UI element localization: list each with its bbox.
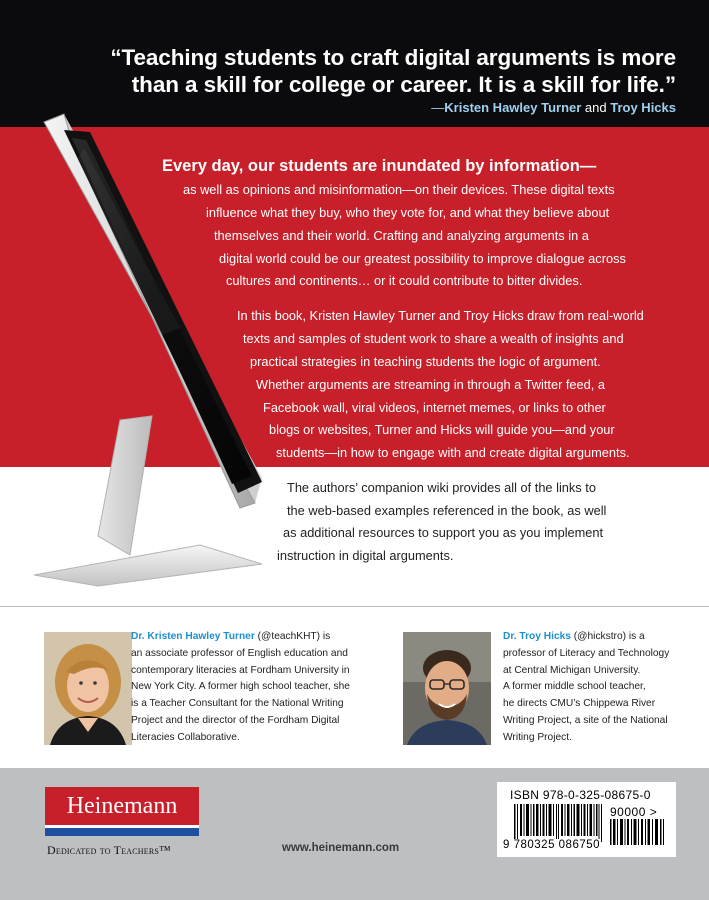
bio-turner-line	[131, 629, 371, 646]
isbn-barcode-block	[497, 782, 676, 857]
body-text-line: practical strategies in teaching students the logic of argument.	[250, 354, 601, 369]
bio-hicks-line: at Central Michigan University.	[503, 664, 641, 676]
barcode-digits: 9 780325 086750	[503, 839, 601, 851]
bio-hicks-handle: (@hickstro) is a	[570, 631, 645, 642]
lead-sentence: Every day, our students are inundated by information—	[162, 157, 597, 175]
body-text-line: influence what they buy, who they vote for, and what they believe about	[206, 205, 610, 220]
body-text-line: students—in how to engage with and create digital arguments.	[276, 445, 630, 460]
body-text-line: texts and samples of student work to share a wealth of insights and	[243, 331, 624, 346]
quote-attribution	[431, 100, 676, 115]
body-text-line: the web-based examples referenced in the book, as well	[287, 503, 607, 518]
barcode-main	[514, 804, 602, 842]
body-text-line: cultures and continents… or it could contribute to bitter divides.	[226, 273, 583, 288]
price-code: 90000 >	[610, 805, 658, 819]
section-divider	[0, 606, 709, 607]
bio-turner-line: is a Teacher Consultant for the National Writing	[131, 698, 344, 710]
bio-hicks-line	[503, 629, 693, 646]
pull-quote-line-1: “Teaching students to craft digital arguments is more	[110, 45, 676, 70]
attribution-author-1: Kristen Hawley Turner	[444, 100, 582, 115]
bio-turner-handle: (@teachKHT) is	[254, 631, 331, 642]
attribution-author-2: Troy Hicks	[610, 100, 676, 115]
bio-hicks-name: Dr. Troy Hicks	[503, 631, 571, 642]
publisher-website[interactable]: www.heinemann.com	[282, 842, 400, 854]
bio-hicks-line: he directs CMU’s Chippewa River	[503, 698, 656, 710]
bio-turner-line: Project and the director of the Fordham Digital	[131, 714, 340, 726]
bio-turner-name: Dr. Kristen Hawley Turner	[131, 631, 255, 642]
publisher-name: Heinemann	[66, 793, 178, 819]
body-text-line: digital world could be our greatest possibility to improve dialogue across	[219, 251, 626, 266]
attribution-dash: —	[431, 100, 445, 115]
body-text-line: In this book, Kristen Hawley Turner and Troy Hicks draw from real-world	[237, 308, 644, 323]
bio-turner	[131, 629, 371, 747]
author-photo-turner	[44, 632, 132, 745]
bio-hicks-line: professor of Literacy and Technology	[503, 647, 670, 659]
body-text-line: The authors’ companion wiki provides all of the links to	[287, 480, 596, 495]
bio-hicks-line: Writing Project, a site of the National	[503, 714, 668, 726]
pull-quote	[16, 44, 676, 98]
bio-turner-line: Literacies Collaborative.	[131, 731, 240, 743]
isbn-number: ISBN 978-0-325-08675-0	[510, 788, 651, 802]
body-text-line: Facebook wall, viral videos, internet memes, or links to other	[263, 400, 606, 415]
bio-hicks-line: A former middle school teacher,	[503, 681, 646, 693]
body-text-line: blogs or websites, Turner and Hicks will guide you—and your	[269, 422, 615, 437]
body-text-line: instruction in digital arguments.	[277, 548, 454, 563]
body-text-line: as additional resources to support you as you implement	[283, 525, 604, 540]
author-photo-hicks	[403, 632, 491, 745]
bio-hicks	[503, 629, 693, 747]
pull-quote-line-2: than a skill for college or career. It is a skill for life.”	[131, 72, 676, 97]
body-text-line: as well as opinions and misinformation—on their devices. These digital texts	[183, 182, 615, 197]
publisher-tagline: Dedicated to Teachers™	[47, 843, 172, 857]
body-text-line: themselves and their world. Crafting and analyzing arguments in a	[214, 228, 589, 243]
bio-turner-line: New York City. A former high school teacher, she	[131, 681, 350, 693]
bio-turner-line: contemporary literacies at Fordham University in	[131, 664, 350, 676]
logo-stripe-blue	[45, 828, 199, 836]
bio-hicks-line: Writing Project.	[503, 731, 572, 743]
barcode-addon	[610, 819, 665, 845]
body-text-line: Whether arguments are streaming in through a Twitter feed, a	[256, 377, 606, 392]
attribution-and: and	[581, 100, 611, 115]
bio-turner-line: an associate professor of English education and	[131, 647, 348, 659]
